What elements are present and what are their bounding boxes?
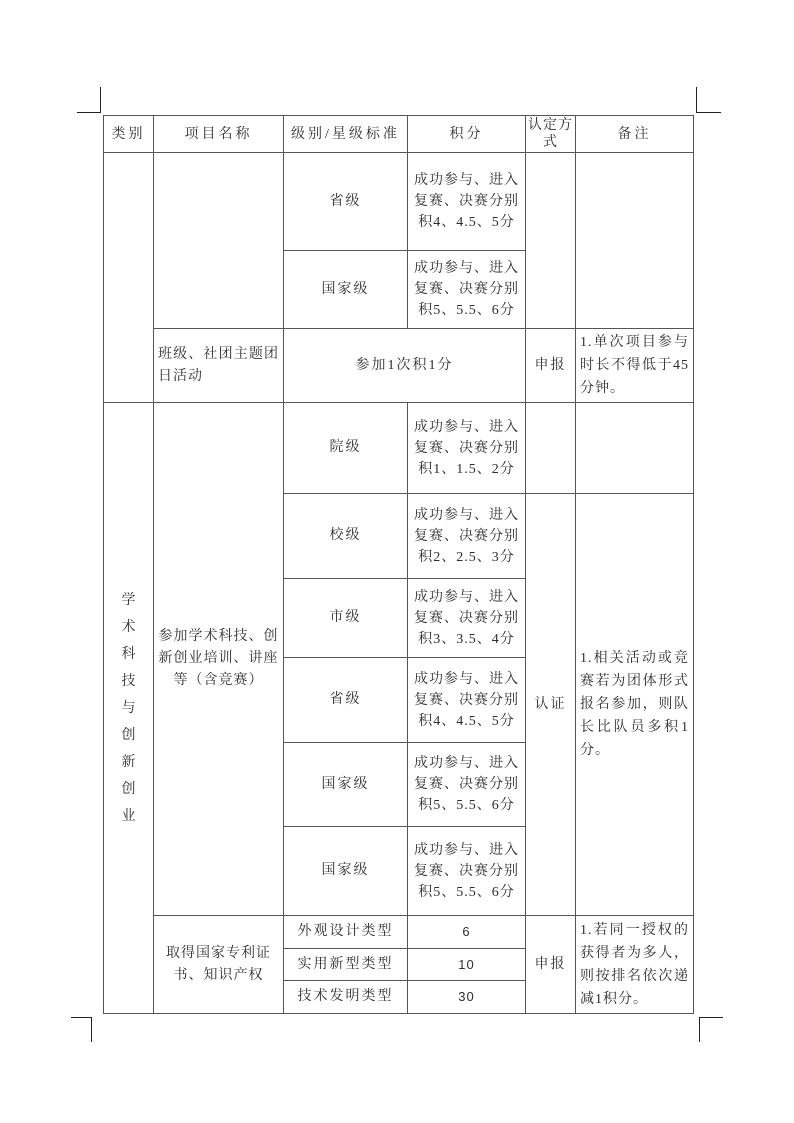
- cell-level: 国家级: [284, 251, 408, 329]
- crop-mark-bottom-right: [699, 1017, 723, 1042]
- cell-method-empty: [526, 403, 576, 494]
- crop-mark-bottom-left: [71, 1017, 92, 1042]
- cell-level: 院级: [284, 403, 408, 494]
- cell-points: 成功参与、进入复赛、决赛分别积4、4.5、5分: [408, 658, 526, 743]
- cell-points: 6: [408, 916, 526, 949]
- cell-level: 省级: [284, 153, 408, 251]
- table-row: [104, 153, 694, 251]
- category-vertical-text: 学术科技与创新创业: [121, 592, 136, 824]
- cell-points: 10: [408, 949, 526, 981]
- cell-remark-continued: [576, 153, 694, 329]
- cell-points: 成功参与、进入复赛、决赛分别积1、1.5、2分: [408, 403, 526, 494]
- cell-project-patent: 取得国家专利证书、知识产权: [154, 916, 284, 1014]
- header-points: 积分: [408, 116, 526, 153]
- score-rules-table: [103, 115, 694, 1014]
- cell-level: 省级: [284, 658, 408, 743]
- cell-points: 成功参与、进入复赛、决赛分别积5、5.5、6分: [408, 743, 526, 827]
- cell-level: 市级: [284, 579, 408, 658]
- cell-points: 30: [408, 981, 526, 1014]
- cell-method: 申报: [526, 329, 576, 403]
- cell-project-class-league: 班级、社团主题团日活动: [154, 329, 284, 403]
- cell-level: 国家级: [284, 827, 408, 916]
- cell-points-merged: 参加1次积1分: [284, 329, 526, 403]
- cell-points: 成功参与、进入复赛、决赛分别积2、2.5、3分: [408, 494, 526, 579]
- cell-method-continued: [526, 153, 576, 329]
- cell-level: 国家级: [284, 743, 408, 827]
- cell-category-academic: [104, 403, 154, 1014]
- header-method: 认定方式: [526, 116, 576, 153]
- crop-mark-top-right: [696, 87, 721, 113]
- cell-points: 成功参与、进入复赛、决赛分别积5、5.5、6分: [408, 251, 526, 329]
- cell-remark: 1.单次项目参与时长不得低于45分钟。: [576, 329, 694, 403]
- header-remark: 备注: [576, 116, 694, 153]
- crop-mark-top-left: [77, 87, 101, 113]
- header-project: 项目名称: [154, 116, 284, 153]
- header-category: 类别: [104, 116, 154, 153]
- cell-points: 成功参与、进入复赛、决赛分别积3、3.5、4分: [408, 579, 526, 658]
- cell-patent-type: 实用新型类型: [284, 949, 408, 981]
- table-row: [104, 916, 694, 949]
- cell-method-patent: 申报: [526, 916, 576, 1014]
- table-header-row: [104, 116, 694, 153]
- table-row: [104, 329, 694, 403]
- cell-project-continued: [154, 153, 284, 329]
- cell-remark-training: 1.相关活动或竞赛若为团体形式报名参加，则队长比队员多积1分。: [576, 494, 694, 916]
- cell-patent-type: 技术发明类型: [284, 981, 408, 1014]
- cell-level: 校级: [284, 494, 408, 579]
- cell-project-training: 参加学术科技、创新创业培训、讲座等（含竞赛）: [154, 403, 284, 916]
- table-row: [104, 403, 694, 494]
- header-level: 级别/星级标准: [284, 116, 408, 153]
- cell-remark-empty: [576, 403, 694, 494]
- cell-remark-patent: 1.若同一授权的获得者为多人，则按排名依次递减1积分。: [576, 916, 694, 1014]
- cell-points: 成功参与、进入复赛、决赛分别积4、4.5、5分: [408, 153, 526, 251]
- cell-method-training: 认证: [526, 494, 576, 916]
- cell-points: 成功参与、进入复赛、决赛分别积5、5.5、6分: [408, 827, 526, 916]
- cell-category-continued: [104, 153, 154, 403]
- cell-patent-type: 外观设计类型: [284, 916, 408, 949]
